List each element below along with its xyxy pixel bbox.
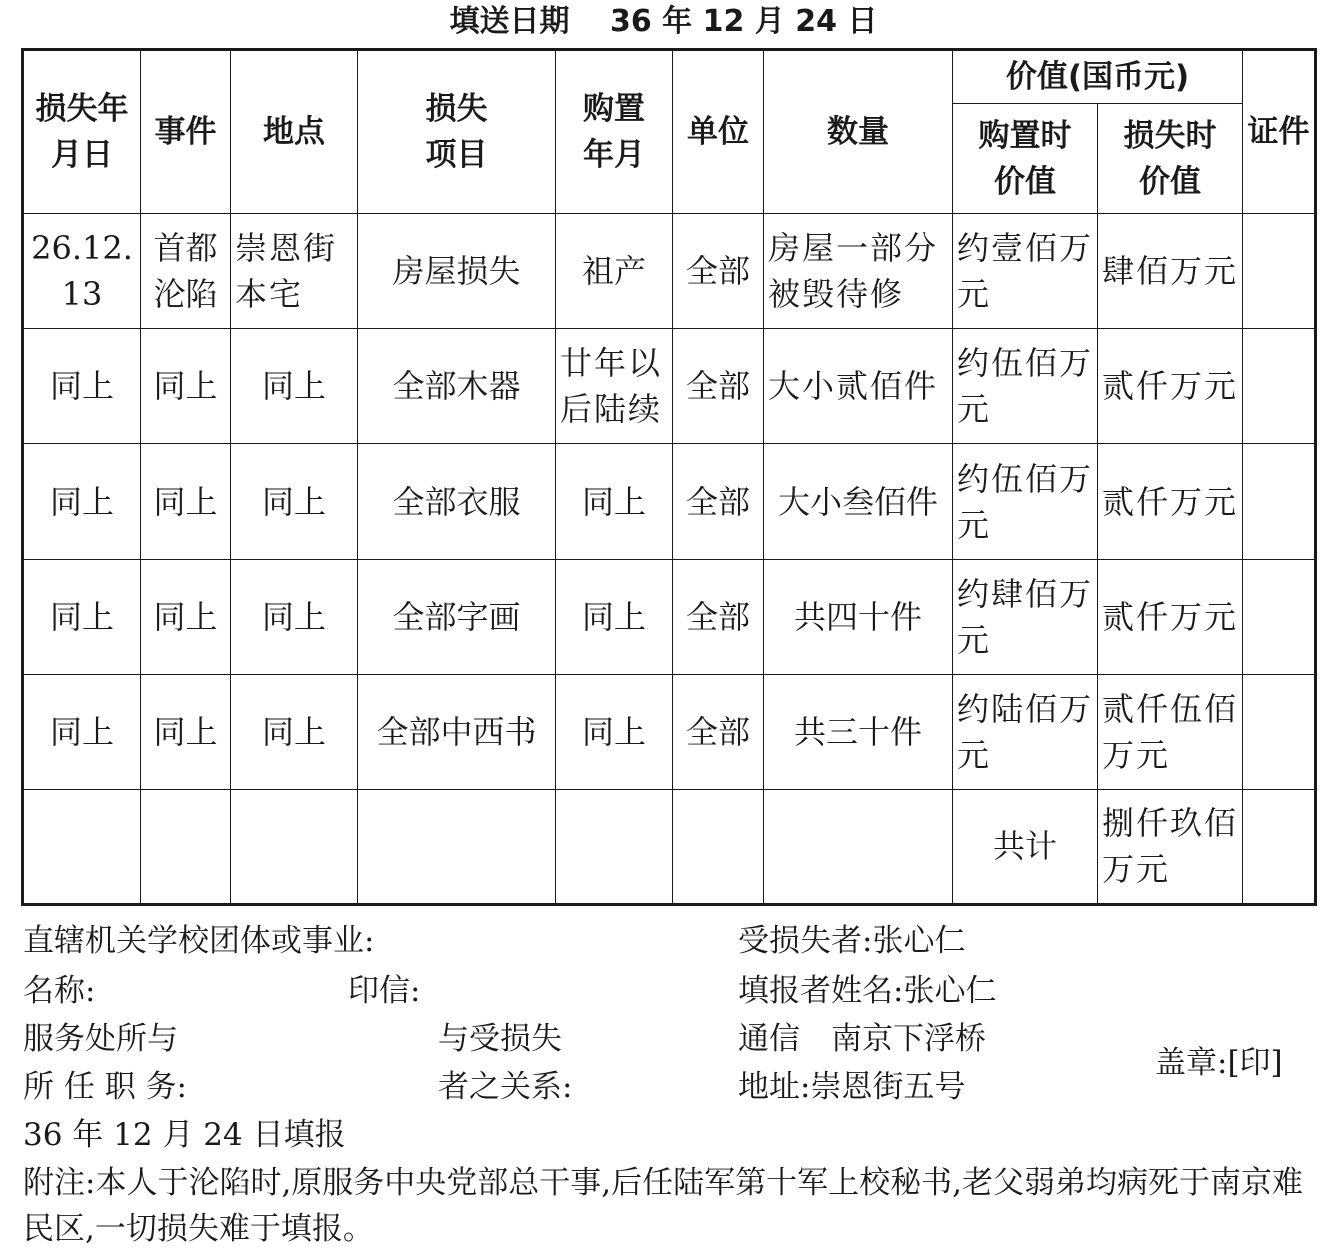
remark-note: 附注:本人于沦陷时,原服务中央党部总干事,后任陆军第十军上校秘书,老父弱弟均病死于南京难民区,一切损失难于填报。 xyxy=(23,1165,1304,1247)
cell-unit: 全部 xyxy=(673,444,764,559)
cell-evidence xyxy=(1243,329,1316,444)
cell-quantity xyxy=(764,789,953,904)
cell-evidence xyxy=(1243,214,1316,329)
cell-event: 同上 xyxy=(141,329,231,444)
mailing-address: 通信 南京下浮桥 xyxy=(738,1021,986,1057)
relation-label-2: 者之关系: xyxy=(438,1069,573,1105)
cell-loss-item: 房屋损失 xyxy=(358,214,556,329)
cell-purchase-date: 同上 xyxy=(556,559,673,674)
header-value-group: 价值(国币元) xyxy=(953,50,1243,104)
stamp-label: 盖章:[印] xyxy=(1155,1045,1283,1081)
cell-quantity: 大小叁佰件 xyxy=(764,444,953,559)
cell-value-purchase: 约伍佰万元 xyxy=(953,444,1098,559)
cell-unit: 全部 xyxy=(673,214,764,329)
cell-total-value: 捌仟玖佰万元 xyxy=(1098,789,1243,904)
cell-quantity: 共三十件 xyxy=(764,674,953,789)
table-row xyxy=(23,214,1316,329)
header-place: 地点 xyxy=(231,50,358,214)
name-label: 名称: xyxy=(23,973,96,1009)
table-row xyxy=(23,444,1316,559)
cell-place: 同上 xyxy=(231,329,358,444)
seal-label: 印信: xyxy=(348,973,421,1009)
cell-quantity: 大小贰佰件 xyxy=(764,329,953,444)
table-row xyxy=(23,674,1316,789)
cell-unit: 全部 xyxy=(673,329,764,444)
cell-place xyxy=(231,789,358,904)
cell-total-label: 共计 xyxy=(953,789,1098,904)
cell-unit: 全部 xyxy=(673,674,764,789)
cell-event xyxy=(141,789,231,904)
header-event: 事件 xyxy=(141,50,231,214)
loss-report-table xyxy=(21,48,1317,906)
cell-place: 同上 xyxy=(231,444,358,559)
table-row-total xyxy=(23,789,1316,904)
cell-evidence xyxy=(1243,444,1316,559)
cell-evidence xyxy=(1243,789,1316,904)
header-purchase-date: 购置年月 xyxy=(556,50,673,214)
header-quantity: 数量 xyxy=(764,50,953,214)
cell-purchase-date: 祖产 xyxy=(556,214,673,329)
cell-place: 崇恩街本宅 xyxy=(231,214,358,329)
relation-label: 与受损失 xyxy=(438,1021,562,1057)
cell-loss-item: 全部木器 xyxy=(358,329,556,444)
cell-value-loss: 贰仟伍佰万元 xyxy=(1098,674,1243,789)
header-loss-item: 损失项目 xyxy=(358,50,556,214)
cell-loss-date: 同上 xyxy=(23,444,141,559)
cell-loss-item xyxy=(358,789,556,904)
cell-loss-item: 全部中西书 xyxy=(358,674,556,789)
cell-purchase-date: 同上 xyxy=(556,674,673,789)
cell-evidence xyxy=(1243,559,1316,674)
cell-event: 同上 xyxy=(141,674,231,789)
table-row xyxy=(23,329,1316,444)
cell-value-purchase: 约壹佰万元 xyxy=(953,214,1098,329)
cell-place: 同上 xyxy=(231,559,358,674)
cell-loss-date: 同上 xyxy=(23,329,141,444)
cell-value-purchase: 约肆佰万元 xyxy=(953,559,1098,674)
cell-value-loss: 贰仟万元 xyxy=(1098,559,1243,674)
cell-loss-date: 同上 xyxy=(23,559,141,674)
victim-name: 受损失者:张心仁 xyxy=(738,923,966,959)
cell-purchase-date: 廿年以后陆续 xyxy=(556,329,673,444)
cell-event: 同上 xyxy=(141,444,231,559)
cell-unit: 全部 xyxy=(673,559,764,674)
cell-quantity: 共四十件 xyxy=(764,559,953,674)
cell-event: 首都沦陷 xyxy=(141,214,231,329)
cell-unit xyxy=(673,789,764,904)
cell-value-loss: 贰仟万元 xyxy=(1098,444,1243,559)
cell-value-loss: 肆佰万元 xyxy=(1098,214,1243,329)
cell-purchase-date: 同上 xyxy=(556,444,673,559)
cell-place: 同上 xyxy=(231,674,358,789)
form-date-heading: 填送日期 36 年 12 月 24 日 xyxy=(449,4,878,39)
position-label: 所 任 职 务: xyxy=(23,1069,188,1105)
table-row xyxy=(23,559,1316,674)
header-unit: 单位 xyxy=(673,50,764,214)
cell-loss-date xyxy=(23,789,141,904)
cell-loss-item: 全部衣服 xyxy=(358,444,556,559)
filed-date: 36 年 12 月 24 日填报 xyxy=(23,1117,346,1153)
org-label: 直辖机关学校团体或事业: xyxy=(23,923,375,959)
cell-quantity: 房屋一部分被毁待修 xyxy=(764,214,953,329)
filer-name: 填报者姓名:张心仁 xyxy=(738,973,997,1009)
cell-purchase-date xyxy=(556,789,673,904)
cell-loss-item: 全部字画 xyxy=(358,559,556,674)
cell-event: 同上 xyxy=(141,559,231,674)
cell-loss-date: 26.12.13 xyxy=(23,214,141,329)
header-value-purchase: 购置时价值 xyxy=(953,104,1098,214)
header-loss-date: 损失年月日 xyxy=(23,50,141,214)
header-evidence: 证件 xyxy=(1243,50,1316,214)
cell-loss-date: 同上 xyxy=(23,674,141,789)
cell-evidence xyxy=(1243,674,1316,789)
office-label: 服务处所与 xyxy=(23,1021,178,1057)
cell-value-purchase: 约伍佰万元 xyxy=(953,329,1098,444)
header-value-loss: 损失时价值 xyxy=(1098,104,1243,214)
street-address: 地址:崇恩街五号 xyxy=(738,1069,966,1105)
cell-value-loss: 贰仟万元 xyxy=(1098,329,1243,444)
cell-value-purchase: 约陆佰万元 xyxy=(953,674,1098,789)
